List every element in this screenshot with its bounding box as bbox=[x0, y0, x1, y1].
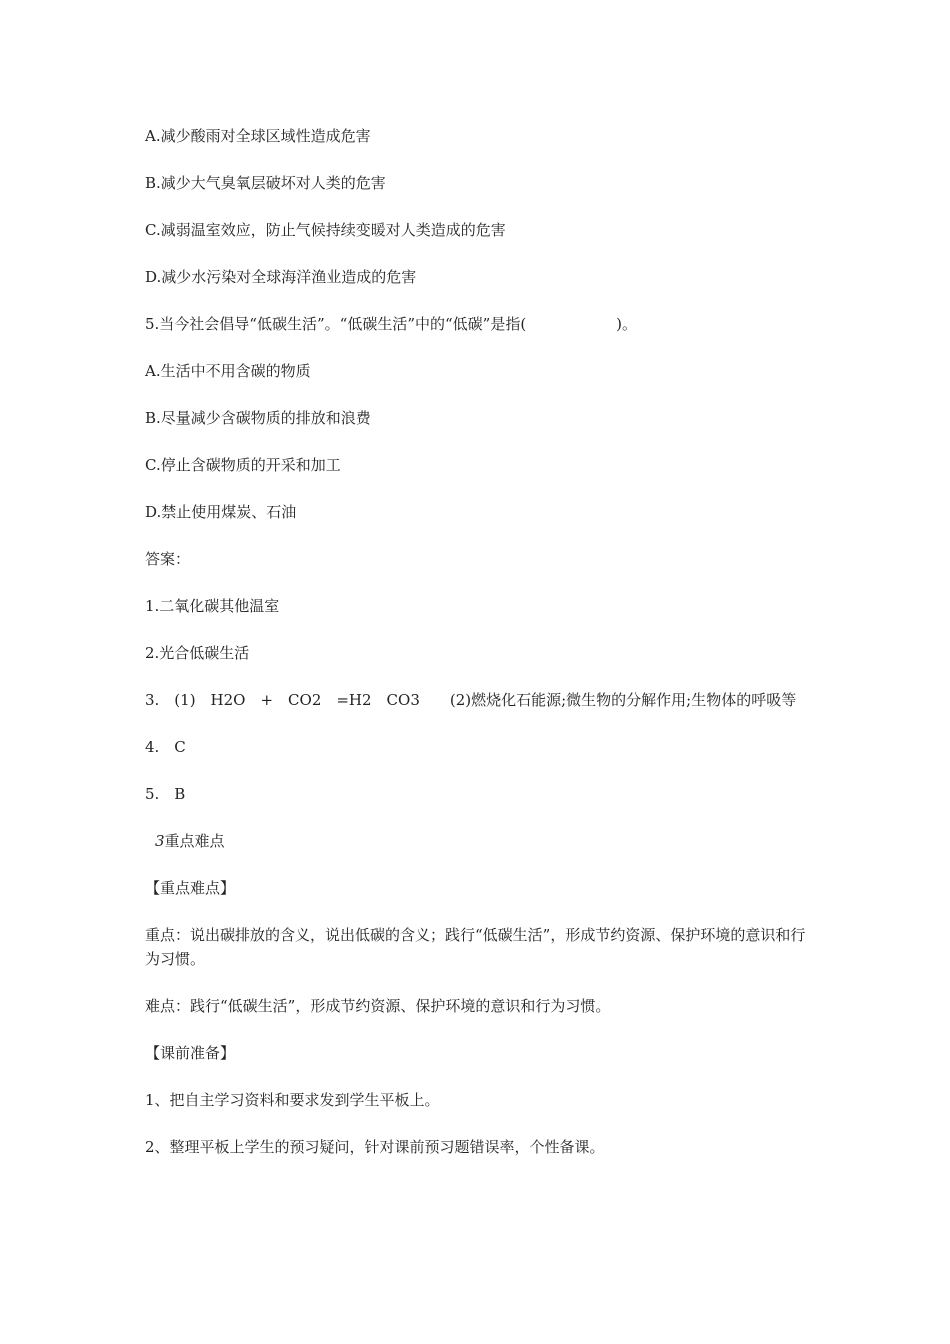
q4-option-b: B.减少大气臭氧层破坏对人类的危害 bbox=[145, 174, 386, 192]
answer-2: 2.光合低碳生活 bbox=[145, 644, 250, 662]
question-5: 5.当今社会倡导“低碳生活”。“低碳生活”中的“低碳”是指( )。 bbox=[145, 315, 638, 333]
answer-5: 5. B bbox=[145, 785, 186, 803]
section-title: 重点难点 bbox=[164, 832, 225, 850]
answer-1: 1.二氧化碳其他温室 bbox=[145, 597, 280, 615]
heading-key-points: 【重点难点】 bbox=[145, 879, 236, 897]
answer-heading: 答案： bbox=[145, 550, 191, 568]
q4-option-a: A.减少酸雨对全球区域性造成危害 bbox=[145, 127, 371, 145]
q5-option-a: A.生活中不用含碳的物质 bbox=[145, 362, 311, 380]
prep-item-1: 1、把自主学习资料和要求发到学生平板上。 bbox=[145, 1091, 440, 1109]
answer-4: 4. C bbox=[145, 738, 186, 756]
answer-3: 3. (1) H2O + CO2 =H2 CO3 (2)燃烧化石能源;微生物的分解作用;生物体的呼吸等 bbox=[145, 691, 797, 709]
difficulty-text: 难点：践行“低碳生活”，形成节约资源、保护环境的意识和行为习惯。 bbox=[145, 997, 611, 1015]
section-heading bbox=[145, 829, 815, 853]
prep-item-2: 2、整理平板上学生的预习疑问，针对课前预习题错误率，个性备课。 bbox=[145, 1138, 605, 1156]
key-point-text: 重点：说出碳排放的含义，说出低碳的含义；践行“低碳生活”，形成节约资源、保护环境的意识和行为习惯。 bbox=[145, 926, 806, 968]
q5-option-b: B.尽量减少含碳物质的排放和浪费 bbox=[145, 409, 371, 427]
heading-preparation: 【课前准备】 bbox=[145, 1044, 236, 1062]
document-body bbox=[145, 124, 815, 1159]
q5-option-c: C.停止含碳物质的开采和加工 bbox=[145, 456, 341, 474]
q4-option-d: D.减少水污染对全球海洋渔业造成的危害 bbox=[145, 268, 417, 286]
q5-option-d: D.禁止使用煤炭、石油 bbox=[145, 503, 297, 521]
section-number: 3 bbox=[155, 832, 165, 850]
q4-option-c: C.减弱温室效应，防止气候持续变暖对人类造成的危害 bbox=[145, 221, 506, 239]
